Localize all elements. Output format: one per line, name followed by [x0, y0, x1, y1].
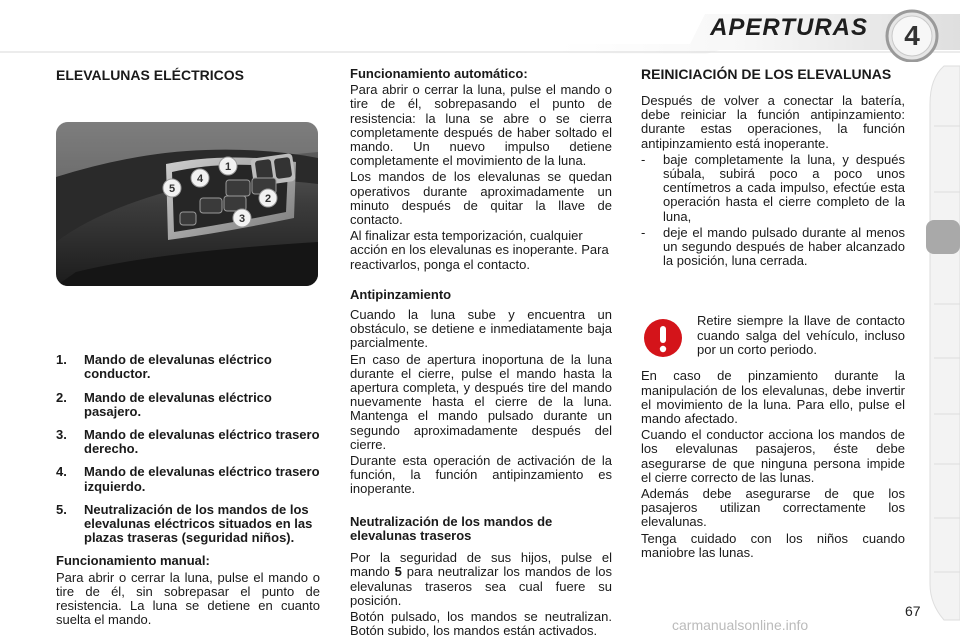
list-item: 3. Mando de elevalunas eléctrico trasero derecho. — [56, 427, 320, 457]
window-switch-photo — [56, 122, 318, 286]
manual-operation-text: Para abrir o cerrar la luna, pulse el mando o tire de él, sin sobrepasar el punto de resistencia. La luna se detiene en cuanto suelta el mando. — [56, 569, 320, 628]
page-number: 67 — [905, 603, 921, 619]
reset-heading: REINICIACIÓN DE LOS ELEVALUNAS — [641, 66, 892, 82]
antipinch-text-2: En caso de apertura inoportuna de la luna durante el cierre, pulse el mando hasta la apertura completa, y después tire del mando nuevamente hasta el cierre de la luna. Mantenga el mando pulsado durante un segundo aproximadamente después del cierre. — [350, 351, 612, 452]
antipinch-text-1: Cuando la luna sube y encuentra un obstáculo, se detiene e inmediatamente baja parcialmente. — [350, 307, 612, 351]
right-column — [641, 60, 905, 560]
rear-neutralization-text-1: Por la seguridad de sus hijos, pulse el mando 5 para neutralizar los mandos de los elevalunas traseros sea cual fuere su posición. — [350, 550, 612, 608]
reset-intro-text: Después de volver a conectar la batería, debe reiniciar la función antipinzamiento: durante estas operaciones, la función antipinzamiento está inoperante. — [641, 93, 905, 151]
antipinch-heading: Antipinzamiento — [350, 286, 452, 302]
warning-icon — [643, 318, 683, 358]
driver-responsibility-text: Cuando el conductor acciona los mandos de los elevalunas pasajeros, éste debe asegurarse de que ninguna persona impide el cierre correcto de las lunas. — [641, 427, 905, 485]
list-item: - deje el mando pulsado durante al menos un segundo después de haber alcanzado la posición, luna cerrada. — [641, 224, 905, 269]
list-item: - baje completamente la luna, y después súbala, subirá poco a poco unos centímetros a cada impulso, efectúe esta operación hasta el cierre completo de la luna, — [641, 151, 905, 224]
chapter-number-badge: 4 — [904, 20, 920, 51]
list-item: 5. Neutralización de los mandos de los elevalunas eléctricos situados en las plazas traseras (seguridad niños). — [56, 501, 313, 546]
children-caution-text: Tenga cuidado con los niños cuando maniobre las lunas. — [641, 530, 905, 560]
side-tab-strip — [924, 64, 960, 624]
pinch-reversal-text: En caso de pinzamiento durante la manipulación de los elevalunas, debe invertir el movimiento de la luna. Para ello, pulse el mando afectado. — [641, 368, 905, 427]
controls-legend-list — [56, 353, 320, 545]
list-item: 2. Mando de elevalunas eléctrico pasajero. — [56, 389, 272, 419]
callout-3: 3 — [238, 213, 246, 226]
warning-text: Retire siempre la llave de contacto cuando salga del vehículo, incluso por un corto periodo. — [697, 313, 905, 357]
auto-operation-text-1: Para abrir o cerrar la luna, pulse el mando o tire de él, sobrepasando el punto de resistencia: la luna se abre o se cierra completamente después de haber soltado el mando. Un nuevo impulso detiene completamente el movimiento de la luna. — [350, 82, 612, 169]
callout-4: 4 — [196, 173, 204, 186]
rear-neutralization-heading: Neutralización de los mandos de elevalunas traseros — [350, 513, 553, 543]
auto-operation-heading: Funcionamiento automático: — [350, 66, 528, 81]
list-item: 4. Mando de elevalunas eléctrico trasero izquierdo. — [56, 464, 320, 494]
left-column — [56, 60, 320, 627]
manual-operation-heading: Funcionamiento manual: — [56, 553, 210, 569]
warning-box — [641, 314, 905, 374]
chapter-title: APERTURAS — [710, 14, 868, 41]
auto-operation-text-2: Los mandos de los elevalunas se quedan operativos durante aproximadamente un minuto después de quitar la llave de contacto. — [350, 169, 612, 228]
middle-column — [350, 60, 612, 638]
callout-5: 5 — [168, 183, 176, 196]
auto-operation-text-3: Al finalizar esta temporización, cualquier acción en los elevalunas es inoperante. Para reactivarlos, ponga el contacto. — [350, 228, 609, 272]
antipinch-text-3: Durante esta operación de activación de la función, la función antipinzamiento es inoperante. — [350, 453, 612, 497]
callout-1: 1 — [224, 161, 232, 174]
section-heading-electric-windows: ELEVALUNAS ELÉCTRICOS — [56, 67, 244, 83]
rear-neutralization-text-2: Botón pulsado, los mandos se neutralizan. Botón subido, los mandos están activados. — [350, 608, 612, 639]
passenger-usage-text: Además debe asegurarse de que los pasajeros utilizan correctamente los elevalunas. — [641, 486, 905, 530]
watermark: carmanualsonline.info — [672, 617, 809, 633]
list-item: 1. Mando de elevalunas eléctrico conductor. — [56, 352, 272, 382]
callout-2: 2 — [264, 193, 272, 206]
reset-steps-list — [641, 153, 905, 269]
